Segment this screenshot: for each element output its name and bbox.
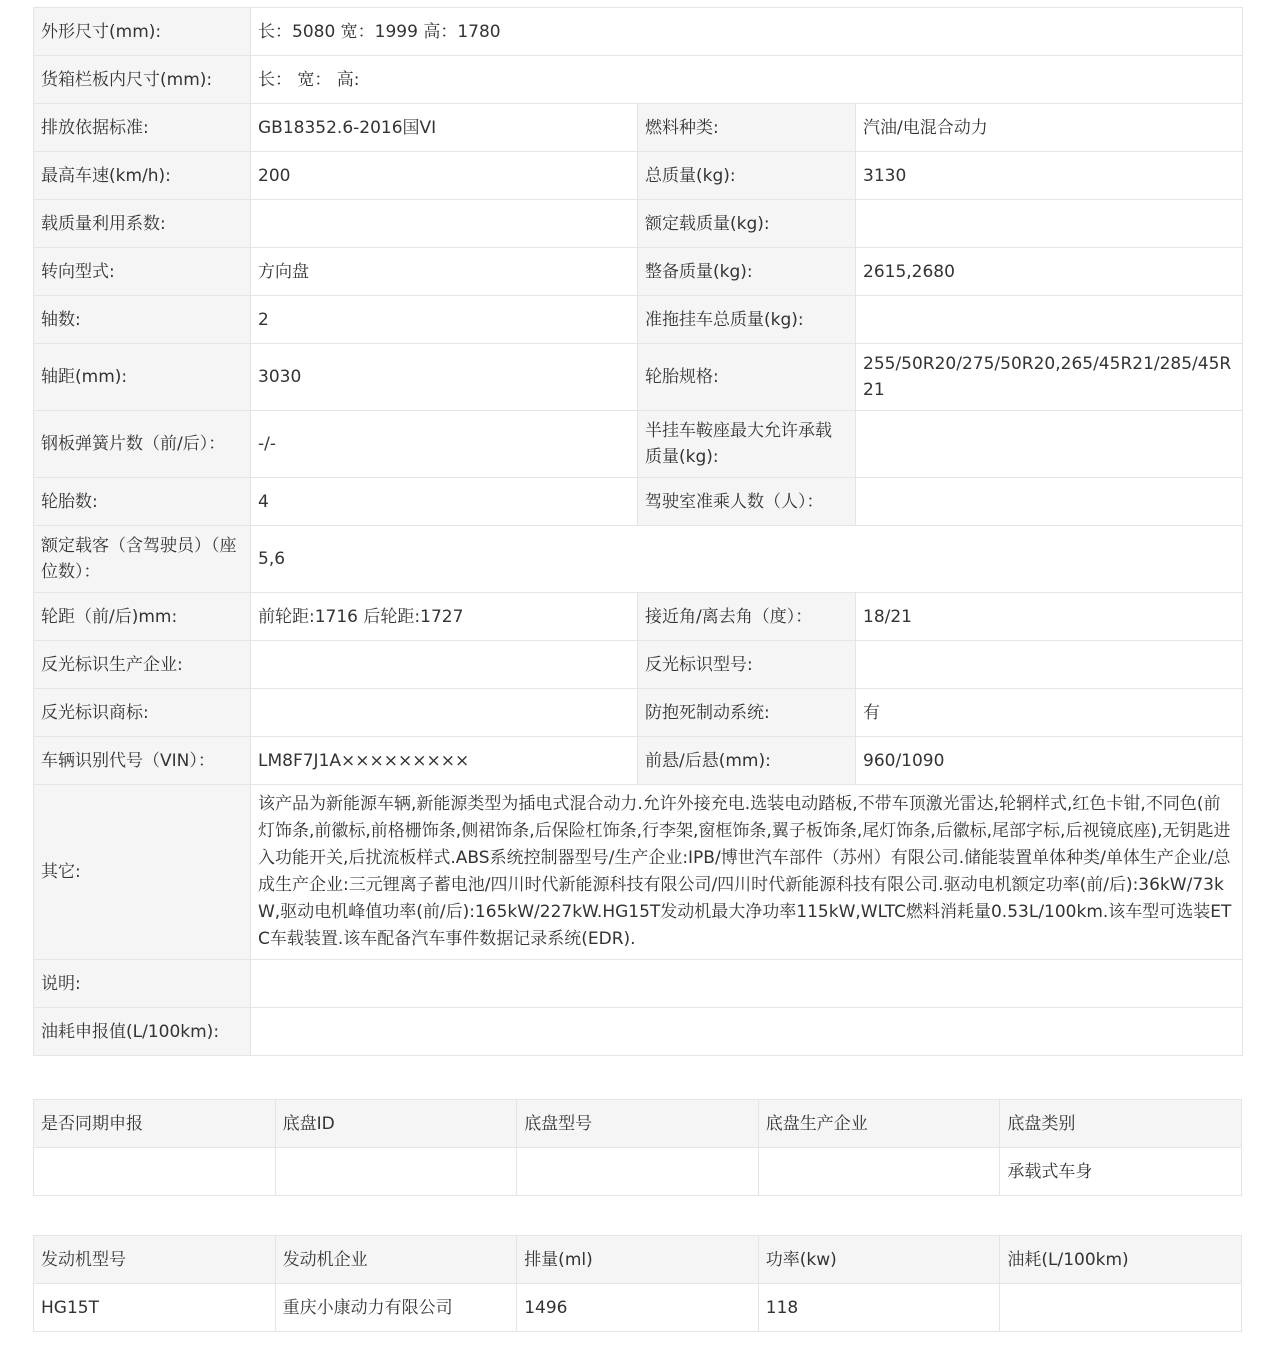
chassis-data-row [34,1148,1242,1196]
chassis-header-cell: 底盘生产企业 [758,1100,1000,1148]
spec-row-tires [34,478,1243,526]
chassis-header-row [34,1100,1242,1148]
cab-seats-label: 驾驶室准乘人数（人）： [638,478,856,526]
fuel-type-value: 汽油/电混合动力 [856,104,1243,152]
engine-header-cell: 功率(kw) [758,1236,1000,1284]
note-label: 说明: [34,960,251,1008]
chassis-cell [34,1148,276,1196]
trailer-mass-value [856,296,1243,344]
reflector-model-label: 反光标识型号: [638,641,856,689]
abs-value: 有 [856,689,1243,737]
fuel-type-label: 燃料种类: [638,104,856,152]
approach-angle-value: 18/21 [856,593,1243,641]
overhang-value: 960/1090 [856,737,1243,785]
dimensions-label: 外形尺寸(mm): [34,8,251,56]
passengers-value: 5,6 [251,526,1243,593]
spec-row-load [34,200,1243,248]
spec-row-wheelbase [34,344,1243,411]
chassis-header-cell: 是否同期申报 [34,1100,276,1148]
max-speed-label: 最高车速(km/h): [34,152,251,200]
spec-row-track [34,593,1243,641]
spec-row-cargo [34,56,1243,104]
wheelbase-label: 轴距(mm): [34,344,251,411]
tires-count-label: 轮胎数: [34,478,251,526]
chassis-cell: 承载式车身 [1000,1148,1242,1196]
other-label: 其它: [34,785,251,960]
spec-row-emission [34,104,1243,152]
rated-load-value [856,200,1243,248]
steering-label: 转向型式: [34,248,251,296]
rated-load-label: 额定载质量(kg): [638,200,856,248]
chassis-header-cell: 底盘型号 [517,1100,759,1148]
fuel-report-value [251,1008,1243,1056]
reflector-model-value [856,641,1243,689]
reflector-brand-value [251,689,638,737]
vin-value: LM8F7J1A××××××××× [251,737,638,785]
spec-row-brand-abs [34,689,1243,737]
engine-data-row [34,1284,1242,1332]
note-value [251,960,1243,1008]
chassis-header-cell: 底盘类别 [1000,1100,1242,1148]
spec-row-fuel-report [34,1008,1243,1056]
saddle-mass-label: 半挂车鞍座最大允许承载质量(kg): [638,411,856,478]
engine-cell: HG15T [34,1284,276,1332]
reflector-maker-value [251,641,638,689]
chassis-cell [517,1148,759,1196]
wheelbase-value: 3030 [251,344,638,411]
leaf-spring-value: -/- [251,411,638,478]
cargo-size-value: 长： 宽： 高: [251,56,1243,104]
total-mass-value: 3130 [856,152,1243,200]
abs-label: 防抱死制动系统: [638,689,856,737]
cargo-size-label: 货箱栏板内尺寸(mm): [34,56,251,104]
emission-label: 排放依据标准: [34,104,251,152]
engine-header-row [34,1236,1242,1284]
curb-mass-label: 整备质量(kg): [638,248,856,296]
engine-cell: 重庆小康动力有限公司 [275,1284,517,1332]
vehicle-spec-table [33,7,1243,1056]
chassis-cell [275,1148,517,1196]
engine-header-cell: 发动机企业 [275,1236,517,1284]
spec-row-reflector [34,641,1243,689]
saddle-mass-value [856,411,1243,478]
reflector-brand-label: 反光标识商标: [34,689,251,737]
fuel-report-label: 油耗申报值(L/100km): [34,1008,251,1056]
total-mass-label: 总质量(kg): [638,152,856,200]
steering-value: 方向盘 [251,248,638,296]
chassis-cell [758,1148,1000,1196]
vin-label: 车辆识别代号（VIN）： [34,737,251,785]
spec-row-passengers [34,526,1243,593]
tire-spec-label: 轮胎规格: [638,344,856,411]
emission-value: GB18352.6-2016国VI [251,104,638,152]
engine-header-cell: 排量(ml) [517,1236,759,1284]
tires-count-value: 4 [251,478,638,526]
axles-value: 2 [251,296,638,344]
leaf-spring-label: 钢板弹簧片数（前/后）： [34,411,251,478]
overhang-label: 前悬/后悬(mm): [638,737,856,785]
engine-cell: 118 [758,1284,1000,1332]
chassis-header-cell: 底盘ID [275,1100,517,1148]
engine-table [33,1235,1242,1332]
engine-cell: 1496 [517,1284,759,1332]
max-speed-value: 200 [251,152,638,200]
load-coef-value [251,200,638,248]
reflector-maker-label: 反光标识生产企业: [34,641,251,689]
spec-row-vin [34,737,1243,785]
spec-row-axles [34,296,1243,344]
spec-row-leaf-spring [34,411,1243,478]
axles-label: 轴数: [34,296,251,344]
tire-spec-value: 255/50R20/275/50R20,265/45R21/285/45R21 [856,344,1243,411]
approach-angle-label: 接近角/离去角（度）： [638,593,856,641]
trailer-mass-label: 准拖挂车总质量(kg): [638,296,856,344]
spec-row-dimensions [34,8,1243,56]
spec-row-steering [34,248,1243,296]
spec-row-other [34,785,1243,960]
chassis-table [33,1099,1242,1196]
engine-header-cell: 油耗(L/100km) [1000,1236,1242,1284]
track-value: 前轮距:1716 后轮距:1727 [251,593,638,641]
spec-row-note [34,960,1243,1008]
cab-seats-value [856,478,1243,526]
other-value: 该产品为新能源车辆,新能源类型为插电式混合动力.允许外接充电.选装电动踏板,不带车顶激光雷达,轮辋样式,红色卡钳,不同色(前灯饰条,前徽标,前格栅饰条,侧裙饰条,后保险杠饰条,行李架,窗框饰条,翼子板饰条,尾灯饰条,后徽标,尾部字标,后视镜底座),无钥匙进入功能开关,后扰流板样式.ABS系统控制器型号/生产企业:IPB/博世汽车部件（苏州）有限公司.储能装置单体种类/单体生产企业/总成生产企业:三元锂离子蓄电池/四川时代新能源科技有限公司/四川时代新能源科技有限公司.驱动电机额定功率(前/后):36kW/73kW,驱动电机峰值功率(前/后):165kW/227kW.HG15T发动机最大净功率115kW,WLTC燃料消耗量0.53L/100km.该车型可选装ETC车载装置.该车配备汽车事件数据记录系统(EDR). [251,785,1243,960]
engine-header-cell: 发动机型号 [34,1236,276,1284]
spec-row-speed [34,152,1243,200]
curb-mass-value: 2615,2680 [856,248,1243,296]
engine-cell [1000,1284,1242,1332]
load-coef-label: 载质量利用系数: [34,200,251,248]
dimensions-value: 长：5080 宽：1999 高：1780 [251,8,1243,56]
passengers-label: 额定载客（含驾驶员）（座位数）： [34,526,251,593]
track-label: 轮距（前/后)mm: [34,593,251,641]
